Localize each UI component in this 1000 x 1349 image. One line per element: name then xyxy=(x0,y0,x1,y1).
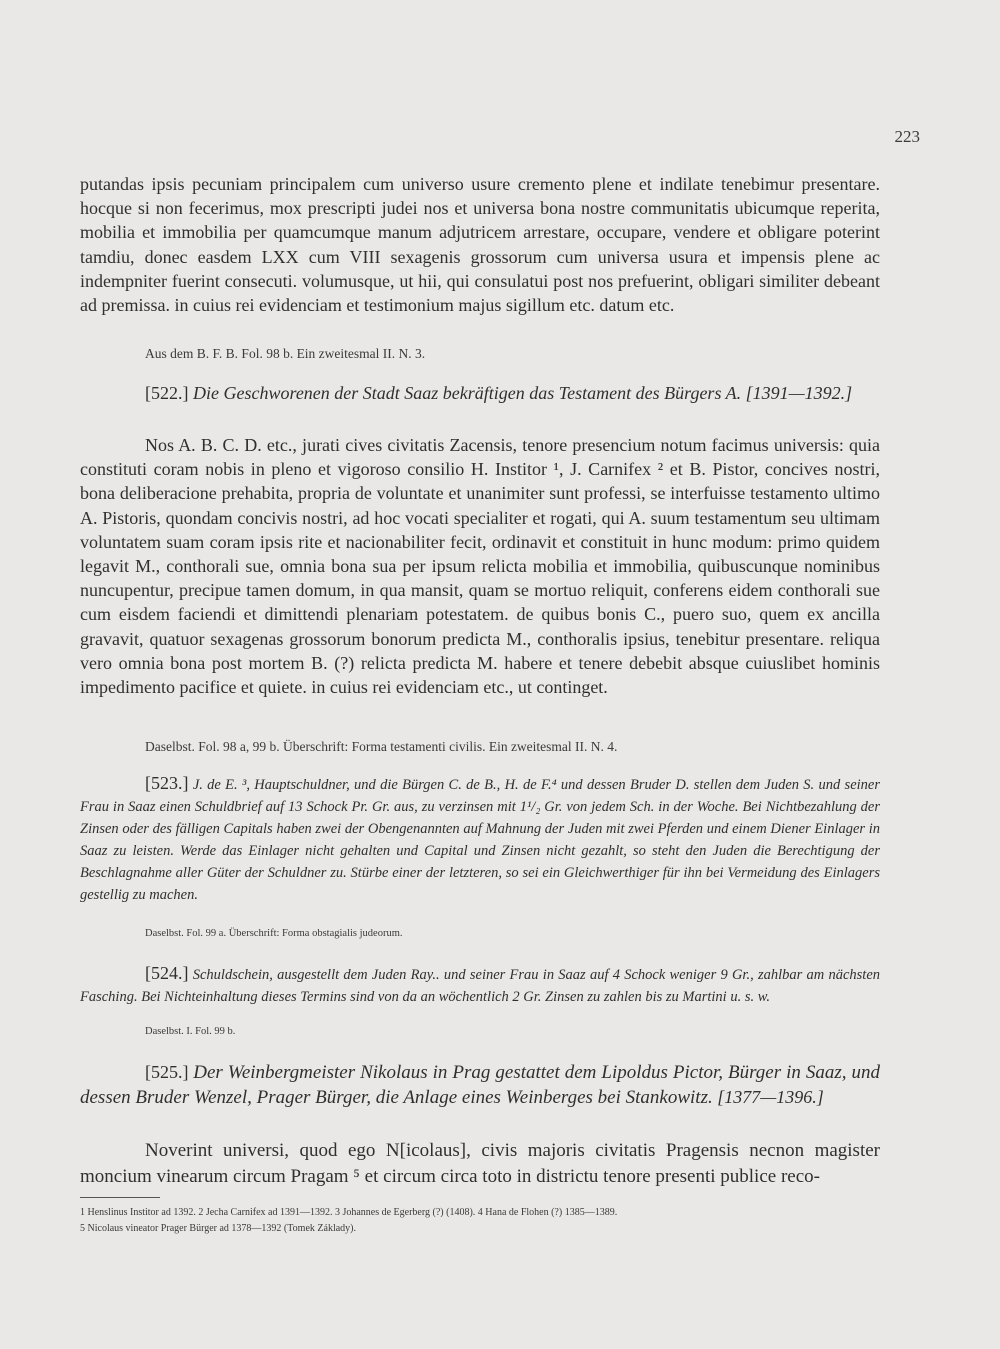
doc-523-number: [523.] xyxy=(145,773,189,793)
footnote-line-1: 1 Henslinus Institor ad 1392. 2 Jecha Carnifex ad 1391—1392. 3 Johannes de Egerberg (?) (1408). 4 Hana de Flohen (?) 1385—1389. xyxy=(80,1207,618,1218)
footnotes xyxy=(80,1205,900,1237)
doc-524-text: Schuldschein, ausgestellt dem Juden Ray.. und seiner Frau in Saaz auf 4 Schock weniger 9 Gr., zahlbar am nächsten Fasching. Bei Nichteinhaltung dieses Termins sind von da an wöchentlich 2 Gr. Zinsen zu zahlen bis zu Martini u. s. w. xyxy=(80,967,881,1005)
footnote-line-2: 5 Nicolaus vineator Prager Bürger ad 1378—1392 (Tomek Základy). xyxy=(80,1223,356,1234)
doc-525-date: [1377—1396.] xyxy=(717,1087,824,1107)
doc-524-source-note: Daselbst. I. Fol. 99 b. xyxy=(145,1026,236,1037)
doc-525-heading xyxy=(80,1060,880,1110)
doc-523-regest xyxy=(80,772,880,906)
doc-523-source-note: Daselbst. Fol. 99 a. Überschrift: Forma obstagialis judeorum. xyxy=(145,928,403,939)
doc-522-text: Nos A. B. C. D. etc., jurati cives civitatis Zacensis, tenore presencium notum facimus universis: quia constituti coram nobis in pleno et vigoroso consilio H. Institor ¹, J. Carnifex ² et B. Pistor, concives nostri, bona deliberacione prehabita, propria de voluntate et unanimiter sunt professi, se interfuisse testamento ultimo A. Pistoris, quondam concivis nostri, ad hoc vocati specialiter et rogati, qui A. suum testamentum seu ultimam voluntatem suam coram ipsis rite et nacionabiliter fecit, ordinavit et constituit in hunc modum: primo quidem legavit M., conthorali sue, omnia bona sua per ipsum relicta mobilia et immobilia, quibuscunque nominibus nuncupentur, precipue tamen domum, in qua mansit, quam se mortuo reliquit, conferens eidem conthorali sue cum eisdem faciendi et dimittendi plenariam potestatem. de quibus bonis C., puero suo, quem ex ancilla gravavit, quatuor sexagenas grossorum bonorum predicta M., conthoralis ipsius, tenebitur presentare. reliqua vero omnia bona post mortem B. (?) relicta predicta M. habere et tenere debebit absque cuiuslibet hominis impedimento pacifice et quiete. in cuius rei evidenciam etc., ut continget. xyxy=(80,435,880,698)
doc-522-date: [1391—1392.] xyxy=(745,383,853,403)
doc-522-source-note: Daselbst. Fol. 98 a, 99 b. Überschrift: Forma testamenti civilis. Ein zweitesmal II. N. 4. xyxy=(145,739,618,754)
footnote-rule xyxy=(80,1197,160,1198)
doc-522-title: Die Geschworenen der Stadt Saaz bekräftigen das Testament des Bürgers A. xyxy=(193,383,742,403)
doc-525-number: [525.] xyxy=(145,1062,189,1082)
doc-523-text: J. de E. ³, Hauptschuldner, und die Bürgen C. de B., H. de F.⁴ und dessen Bruder D. stellen dem Juden S. und seiner Frau in Saaz einen Schuldbrief auf 13 Schock Pr. Gr. aus, zu verzinsen mit 1¹/₂ Gr. von jedem Sch. in der Woche. Bei Nichtbezahlung der Zinsen oder des fälligen Capitals haben zwei der Obengenannten auf Mahnung der Juden mit zwei Pferden und einem Diener Einlager in Saaz zu leisten. Werde das Einlager nicht gehalten und Capital und Zinsen nicht gezahlt, so steht den Juden die Berechtigung der Beschlagnahme aller Güter der Schuldner zu. Stürbe einer der letzteren, so sei ein Gleichwerthiger für ihn bei Vermeidung des Einlagers gestellig zu machen. xyxy=(80,777,880,903)
doc-525-text: Noverint universi, quod ego N[icolaus], civis majoris civitatis Pragensis necnon magister moncium vinearum circum Pragam ⁵ et circum circa toto in districtu tenore presenti publice reco- xyxy=(80,1140,880,1187)
intro-source-note: Aus dem B. F. B. Fol. 98 b. Ein zweitesmal II. N. 3. xyxy=(145,346,426,361)
doc-525-title: Der Weinbergmeister Nikolaus in Prag gestattet dem Lipoldus Pictor, Bürger in Saaz, und dessen Bruder Wenzel, Prager Bürger, die Anlage eines Weinberges bei Stankowitz. xyxy=(80,1062,880,1108)
doc-522-number: [522.] xyxy=(145,383,189,403)
doc-524-regest xyxy=(80,962,880,1008)
doc-522-heading xyxy=(80,382,880,404)
page-number: 223 xyxy=(894,127,920,146)
intro-paragraph: putandas ipsis pecuniam principalem cum universo usure cremento plene et indilate tenebimur presentare. hocque si non fecerimus, mox prescripti judei nos et universa bona nostre communitatis ubicumque reperita, mobilia et immobilia per quamcumque manum adjutricem arrestare, occupare, vendere et obligare poterint tamdiu, donec easdem LXX cum VIII sexagenis grossorum cum universa usura et impensis plene ac indempniter fuerint consecuti. volumusque, ut hii, qui consulatui post nos prefuerint, obligari similiter debeant ad premissa. in cuius rei evidenciam et testimonium majus sigillum etc. datum etc. xyxy=(80,174,880,316)
doc-524-number: [524.] xyxy=(145,963,189,983)
